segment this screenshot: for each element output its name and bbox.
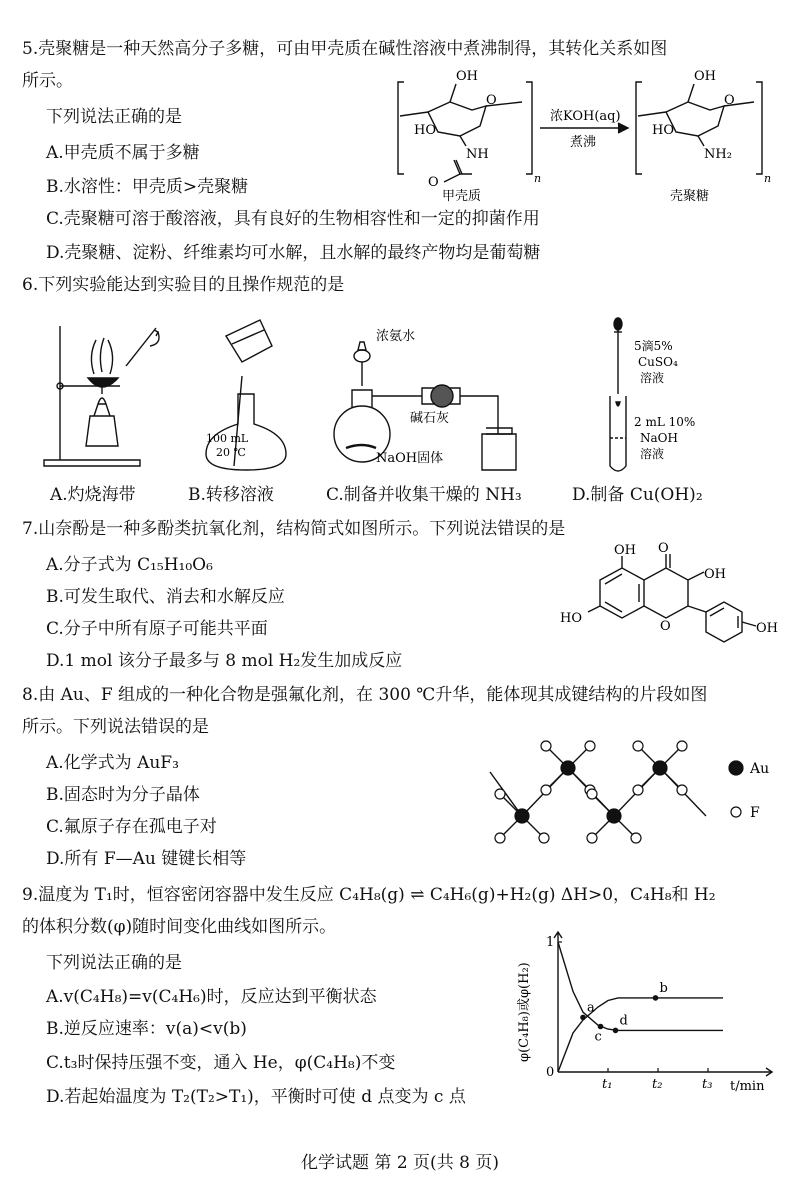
q5-option-b: B.水溶性：甲壳质>壳聚糖 bbox=[46, 177, 249, 197]
q9-option-c: C.t₃时保持压强不变，通入 He，φ(C₄H₈)不变 bbox=[46, 1053, 396, 1073]
q9-x-tick-label: t₂ bbox=[652, 1077, 663, 1092]
q9-point-label-d: d bbox=[619, 1013, 628, 1029]
q5-ask: 下列说法正确的是 bbox=[46, 107, 182, 127]
q9-x-tick-label: t₁ bbox=[602, 1077, 613, 1092]
q8-f-atom bbox=[539, 833, 549, 843]
q6-apparatus-figure bbox=[30, 316, 750, 486]
q8-option-a: A.化学式为 AuF₃ bbox=[46, 753, 179, 773]
q8-legend-au-marker bbox=[729, 761, 743, 775]
q9-series-h2-line bbox=[558, 998, 723, 1072]
q6-label-ammonia: 浓氨水 bbox=[376, 329, 416, 344]
q8-f-atom bbox=[677, 741, 687, 751]
q9-option-b: B.逆反应速率：v(a)<v(b) bbox=[46, 1019, 247, 1039]
q5-fig-nh-left: NH bbox=[466, 147, 489, 162]
q8-f-atom bbox=[541, 741, 551, 751]
q8-auf-chain-structure bbox=[480, 738, 790, 858]
q7-fig-oh-right: OH bbox=[756, 621, 778, 636]
q5-fig-chitosan-label: 壳聚糖 bbox=[670, 189, 710, 202]
q7-option-c: C.分子中所有原子可能共平面 bbox=[46, 619, 268, 639]
q5-option-d: D.壳聚糖、淀粉、纤维素均可水解，且水解的最终产物均是葡萄糖 bbox=[46, 243, 541, 263]
q6-label-soda-lime: 碱石灰 bbox=[410, 411, 450, 426]
q5-fig-ho-right: HO bbox=[652, 123, 674, 138]
q5-fig-n-left: n bbox=[534, 172, 542, 185]
q9-option-a: A.v(C₄H₈)=v(C₄H₆)时，反应达到平衡状态 bbox=[46, 987, 377, 1007]
q7-fig-oh-top-right: OH bbox=[704, 567, 726, 582]
q8-f-atom bbox=[587, 789, 597, 799]
q9-series-group bbox=[558, 942, 723, 1072]
q8-f-atom bbox=[587, 833, 597, 843]
q8-au-atom bbox=[561, 761, 575, 775]
q5-option-c: C.壳聚糖可溶于酸溶液，具有良好的生物相容性和一定的抑菌作用 bbox=[46, 209, 540, 229]
q9-ask: 下列说法正确的是 bbox=[46, 953, 182, 973]
q8-option-b: B.固态时为分子晶体 bbox=[46, 785, 200, 805]
q6-option-b: B.转移溶液 bbox=[188, 485, 274, 505]
q7-kaempferol-structure bbox=[560, 540, 780, 670]
q6-apparatus-d bbox=[610, 318, 626, 471]
q9-y-axis-label: φ(C₄H₈)或φ(H₂) bbox=[517, 962, 532, 1062]
q9-point-c bbox=[598, 1024, 604, 1030]
q5-fig-ho-left: HO bbox=[414, 123, 436, 138]
q6-option-d: D.制备 Cu(OH)₂ bbox=[572, 485, 703, 505]
q7-fig-ho-left: HO bbox=[560, 611, 582, 626]
q9-x-axis-label: t/min bbox=[730, 1079, 765, 1092]
q7-fig-o-carbonyl: O bbox=[658, 541, 669, 556]
q5-fig-chitin-label: 甲壳质 bbox=[442, 189, 482, 202]
q6-label-cuso4-2: CuSO₄ bbox=[638, 355, 678, 369]
q5-fig-o-left: O bbox=[486, 93, 497, 108]
q8-au-atom bbox=[515, 809, 529, 823]
q9-point-a bbox=[580, 1015, 586, 1021]
q8-f-atom bbox=[585, 741, 595, 751]
q6-label-cuso4-3: 溶液 bbox=[640, 371, 665, 385]
q5-fig-condition: 煮沸 bbox=[570, 135, 597, 150]
q5-stem-line2: 所示。 bbox=[22, 71, 73, 91]
q5-fig-oh-right: OH bbox=[694, 69, 716, 84]
q8-f-atom bbox=[677, 785, 687, 795]
q6-label-naoh-solid: NaOH固体 bbox=[376, 451, 444, 466]
q8-option-c: C.氟原子存在孤电子对 bbox=[46, 817, 217, 837]
q7-stem: 7.山奈酚是一种多酚类抗氧化剂，结构简式如图所示。下列说法错误的是 bbox=[22, 519, 566, 539]
q8-au-atom bbox=[607, 809, 621, 823]
q8-f-atom bbox=[541, 785, 551, 795]
q9-point-label-a: a bbox=[587, 1000, 595, 1016]
q6-option-a: A.灼烧海带 bbox=[50, 485, 136, 505]
q6-option-c: C.制备并收集干燥的 NH₃ bbox=[326, 485, 522, 505]
q5-fig-o-right: O bbox=[724, 93, 735, 108]
q8-option-d: D.所有 F—Au 键键长相等 bbox=[46, 849, 247, 869]
q6-apparatus-a bbox=[44, 326, 159, 466]
q5-fig-o-carbonyl: O bbox=[428, 175, 439, 190]
q8-legend-au: Au bbox=[750, 761, 770, 777]
q7-option-a: A.分子式为 C₁₅H₁₀O₆ bbox=[46, 555, 213, 575]
q5-fig-reagent: 浓KOH(aq) bbox=[550, 109, 621, 124]
q8-f-atom bbox=[633, 785, 643, 795]
q9-x-tick-label: t₃ bbox=[702, 1077, 713, 1092]
q9-y-tick-1: 1 bbox=[546, 935, 555, 950]
q6-flask-volume: 100 mL bbox=[206, 432, 249, 445]
q6-label-naoh-1: 2 mL 10% bbox=[634, 415, 696, 429]
q7-fig-o-ring: O bbox=[660, 619, 671, 634]
q8-f-atom bbox=[633, 741, 643, 751]
q8-stem-line2: 所示。下列说法错误的是 bbox=[22, 717, 209, 737]
q6-label-naoh-3: 溶液 bbox=[640, 447, 665, 461]
q5-stem-line1: 5.壳聚糖是一种天然高分子多糖，可由甲壳质在碱性溶液中煮沸制得，其转化关系如图 bbox=[22, 39, 668, 59]
q9-marks-group bbox=[558, 942, 712, 1092]
q6-flask-temp: 20 ℃ bbox=[216, 446, 246, 459]
q7-option-b: B.可发生取代、消去和水解反应 bbox=[46, 587, 285, 607]
q9-point-d bbox=[613, 1028, 619, 1034]
q9-stem-line2: 的体积分数(φ)随时间变化曲线如图所示。 bbox=[22, 917, 337, 937]
q5-option-a: A.甲壳质不属于多糖 bbox=[46, 143, 200, 163]
q5-conversion-figure bbox=[390, 62, 790, 202]
q5-fig-n-right: n bbox=[764, 172, 772, 185]
q8-f-atom bbox=[495, 789, 505, 799]
q9-origin-label: 0 bbox=[546, 1065, 555, 1080]
q6-label-naoh-2: NaOH bbox=[640, 431, 678, 445]
q8-legend-f: F bbox=[750, 805, 760, 821]
q8-stem-line1: 8.由 Au、F 组成的一种化合物是强氟化剂，在 300 ℃升华，能体现其成键结构的片段如图 bbox=[22, 685, 708, 705]
q9-option-d: D.若起始温度为 T₂(T₂>T₁)，平衡时可使 d 点变为 c 点 bbox=[46, 1087, 466, 1107]
q7-option-d: D.1 mol 该分子最多与 8 mol H₂发生加成反应 bbox=[46, 651, 403, 671]
q9-point-label-c: c bbox=[594, 1029, 602, 1045]
q8-f-atom bbox=[631, 833, 641, 843]
q9-point-b bbox=[653, 995, 659, 1001]
q6-stem: 6.下列实验能达到实验目的且操作规范的是 bbox=[22, 275, 345, 295]
q9-point-label-b: b bbox=[659, 980, 668, 996]
q5-fig-nh2-right: NH₂ bbox=[704, 147, 732, 162]
q6-label-cuso4-1: 5滴5% bbox=[634, 339, 673, 353]
q7-fig-oh-top-left: OH bbox=[614, 543, 636, 558]
q8-f-atom bbox=[495, 833, 505, 843]
q8-legend-f-marker bbox=[731, 807, 741, 817]
q9-stem-line1: 9.温度为 T₁时，恒容密闭容器中发生反应 C₄H₈(g) ⇌ C₄H₆(g)+H₂(g) ΔH>0，C₄H₈和 H₂ bbox=[22, 885, 716, 905]
q9-volume-fraction-chart bbox=[500, 922, 780, 1092]
q5-fig-oh-left: OH bbox=[456, 69, 478, 84]
page-footer: 化学试题 第 2 页(共 8 页) bbox=[301, 1153, 499, 1173]
q8-au-atom bbox=[653, 761, 667, 775]
